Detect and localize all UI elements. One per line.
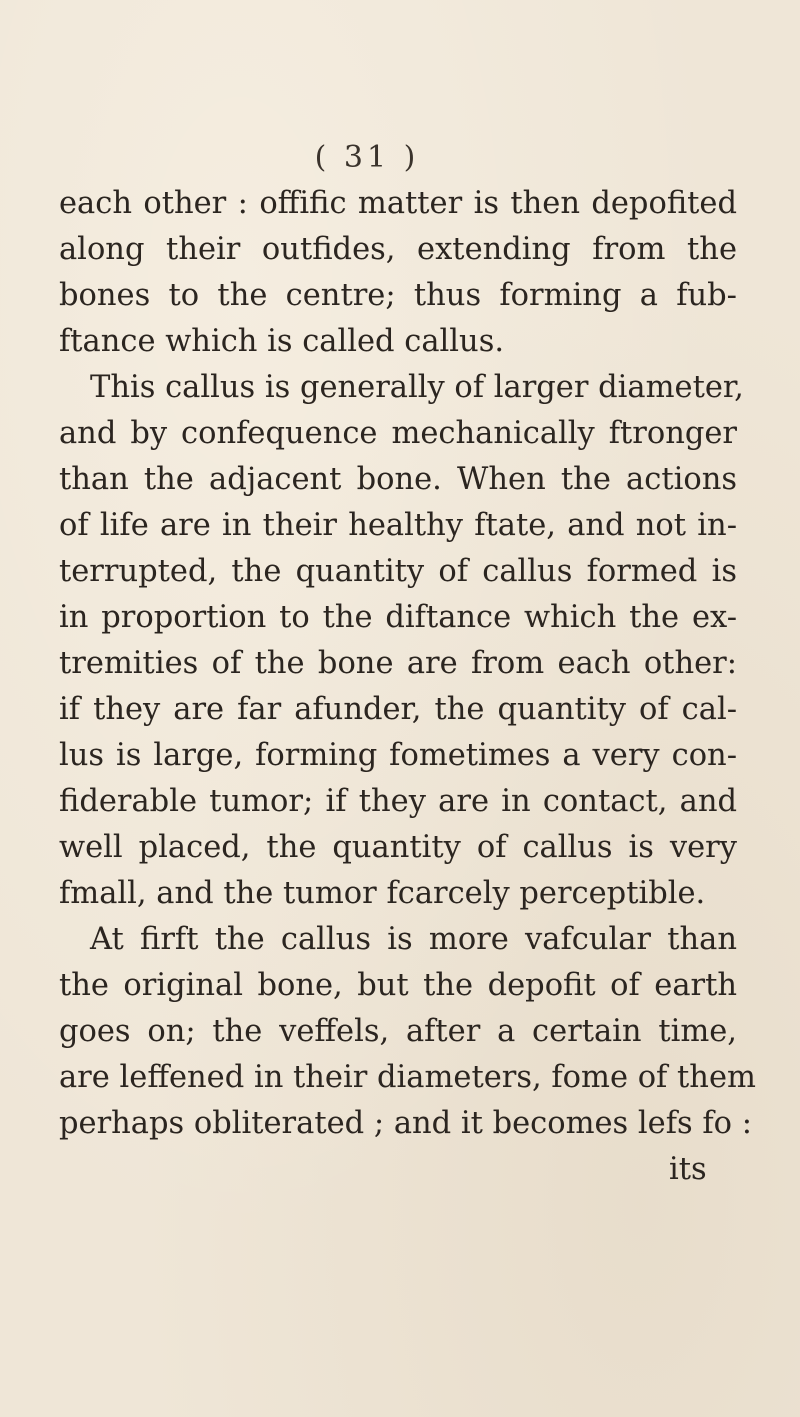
- text-line-4: ftance which is called callus.: [59, 324, 505, 359]
- text-line-18: the original bone, but the depofit of earth: [59, 968, 737, 1003]
- text-line-5: This callus is generally of larger diameter,: [90, 370, 744, 405]
- text-line-13: lus is large, forming fometimes a very con-: [59, 738, 737, 773]
- text-line-1: each other : offific matter is then depofited: [59, 186, 737, 221]
- text-line-14: fiderable tumor; if they are in contact, and: [59, 784, 737, 819]
- text-line-19: goes on; the veffels, after a certain time,: [59, 1014, 737, 1049]
- text-line-16: fmall, and the tumor fcarcely perceptible.: [59, 876, 706, 911]
- text-line-17: At firft the callus is more vafcular than: [90, 922, 737, 957]
- text-line-15: well placed, the quantity of callus is very: [59, 830, 737, 865]
- text-line-10: in proportion to the diftance which the ex-: [59, 600, 737, 635]
- text-line-7: than the adjacent bone. When the actions: [59, 462, 737, 497]
- text-line-12: if they are far afunder, the quantity of cal-: [59, 692, 737, 727]
- text-line-9: terrupted, the quantity of callus formed is: [59, 554, 737, 589]
- text-line-3: bones to the centre; thus forming a fub-: [59, 278, 737, 313]
- text-line-8: of life are in their healthy ftate, and not in-: [59, 508, 737, 543]
- text-line-6: and by confequence mechanically ftronger: [59, 416, 737, 451]
- page-number: ( 31 ): [314, 140, 420, 175]
- text-line-21: perhaps obliterated ; and it becomes lefs fo :: [59, 1106, 752, 1141]
- catchword: its: [669, 1152, 707, 1187]
- text-line-2: along their outfides, extending from the: [59, 232, 737, 267]
- text-line-20: are leffened in their diameters, fome of them: [59, 1060, 756, 1095]
- text-line-11: tremities of the bone are from each other:: [59, 646, 737, 681]
